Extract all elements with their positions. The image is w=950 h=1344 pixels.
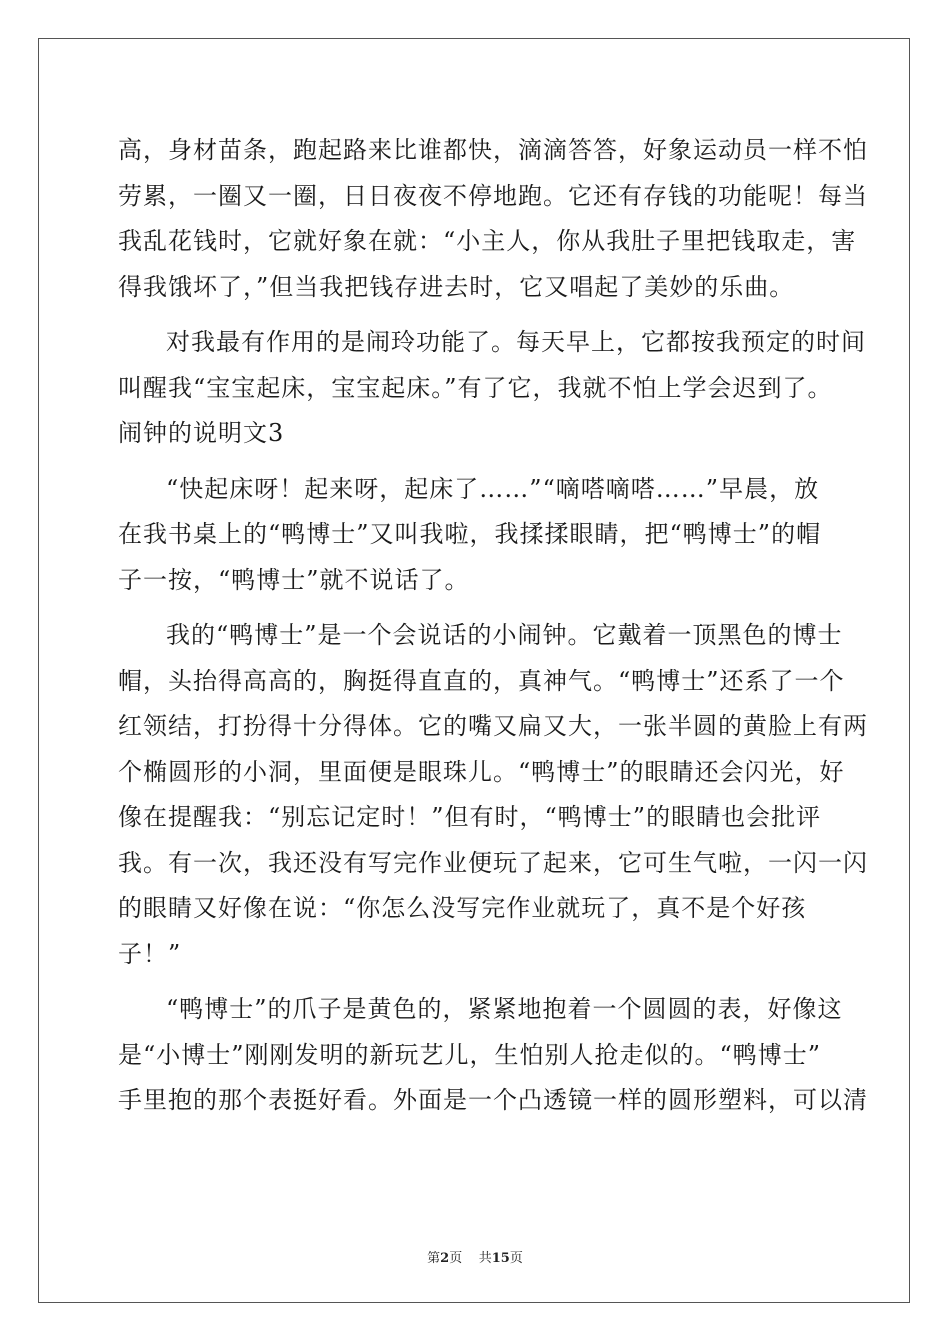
text-line: 个椭圆形的小洞，里面便是眼珠儿。“鸭博士”的眼睛还会闪光，好 bbox=[118, 757, 845, 786]
text-line: 子！” bbox=[118, 939, 182, 968]
paragraph bbox=[118, 128, 868, 310]
paragraph bbox=[118, 987, 868, 1124]
text-line: 高，身材苗条，跑起路来比谁都快，滴滴答答，好象运动员一样不怕 bbox=[118, 136, 868, 164]
paragraph bbox=[118, 613, 868, 977]
heading-text: 闹钟的说明文3 bbox=[118, 419, 285, 447]
section-heading bbox=[118, 411, 833, 457]
text-line: 对我最有作用的是闹玲功能了。每天早上，它都按我预定的时间 bbox=[166, 328, 866, 356]
total-suffix: 页 bbox=[509, 1251, 523, 1266]
text-line: 的眼睛又好像在说：“你怎么没写完作业就玩了，真不是个好孩 bbox=[118, 894, 807, 922]
total-prefix: 共 bbox=[478, 1251, 492, 1266]
text-line: “快起床呀！起来呀，起床了……”“嘀嗒嘀嗒……”早晨，放 bbox=[166, 474, 820, 503]
text-line: 是“小博士”刚刚发明的新玩艺儿，生怕别人抢走似的。“鸭博士” bbox=[118, 1040, 822, 1069]
text-line: 红领结，打扮得十分得体。它的嘴又扁又大，一张半圆的黄脸上有两 bbox=[118, 712, 868, 740]
text-line: 像在提醒我：“别忘记定时！”但有时，“鸭博士”的眼睛也会批评 bbox=[118, 803, 822, 831]
paragraph bbox=[118, 467, 833, 604]
page-suffix: 页 bbox=[449, 1251, 463, 1266]
page-footer bbox=[0, 1247, 950, 1266]
text-line: 我的“鸭博士”是一个会说话的小闹钟。它戴着一顶黑色的博士 bbox=[166, 621, 843, 649]
text-line: “鸭博士”的爪子是黄色的，紧紧地抱着一个圆圆的表，好像这 bbox=[166, 995, 843, 1023]
text-line: 子一按，“鸭博士”就不说话了。 bbox=[118, 565, 470, 594]
page-prefix: 第 bbox=[427, 1251, 441, 1266]
text-line: 我乱花钱时，它就好象在就：“小主人，你从我肚子里把钱取走，害 bbox=[118, 227, 857, 255]
text-line: 帽，头抬得高高的，胸挺得直直的，真神气。“鸭博士”还系了一个 bbox=[118, 666, 845, 695]
text-line: 我。有一次，我还没有写完作业便玩了起来，它可生气啦，一闪一闪 bbox=[118, 848, 868, 877]
text-line: 叫醒我“宝宝起床，宝宝起床。”有了它，我就不怕上学会迟到了。 bbox=[118, 373, 833, 402]
text-line: 得我饿坏了，”但当我把钱存进去时，它又唱起了美妙的乐曲。 bbox=[118, 272, 795, 301]
total-pages: 15 bbox=[491, 1251, 510, 1266]
text-line: 在我书桌上的“鸭博士”又叫我啦，我揉揉眼睛，把“鸭博士”的帽 bbox=[118, 520, 822, 548]
page-number: 2 bbox=[440, 1251, 450, 1266]
text-line: 劳累，一圈又一圈，日日夜夜不停地跑。它还有存钱的功能呢！每当 bbox=[118, 181, 868, 210]
paragraph bbox=[118, 320, 866, 411]
text-line: 手里抱的那个表挺好看。外面是一个凸透镜一样的圆形塑料，可以清 bbox=[118, 1086, 868, 1114]
document-body bbox=[118, 128, 868, 1124]
